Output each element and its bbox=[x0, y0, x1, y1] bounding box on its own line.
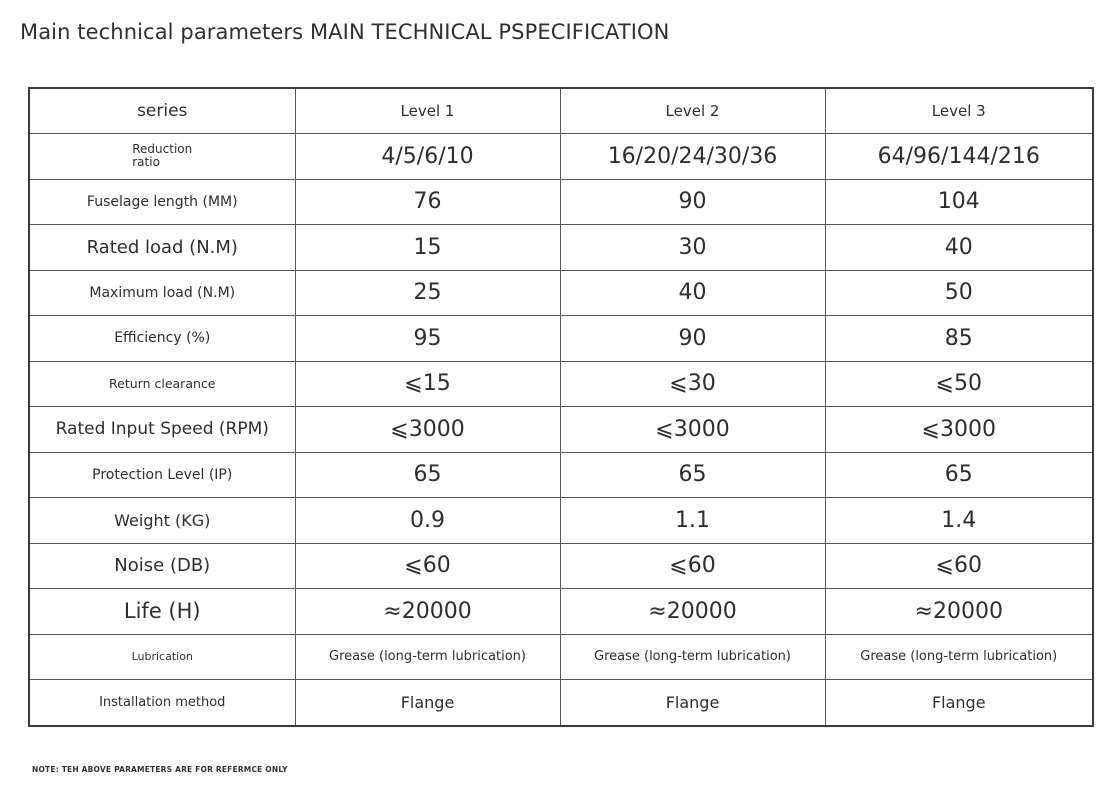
table-row-life bbox=[29, 589, 1093, 635]
cell-value: 40 bbox=[560, 270, 825, 316]
cell-value: ⩽30 bbox=[560, 361, 825, 407]
row-label: Rated load (N.M) bbox=[29, 225, 295, 271]
cell-value: ⩽50 bbox=[825, 361, 1093, 407]
footnote: NOTE: TEH ABOVE PARAMETERS ARE FOR REFERMCE ONLY bbox=[32, 765, 288, 774]
cell-value: 90 bbox=[560, 179, 825, 225]
table-row-return-clearance bbox=[29, 361, 1093, 407]
row-label: Life (H) bbox=[29, 589, 295, 635]
cell-value: ≈20000 bbox=[295, 589, 560, 635]
table-row-rated-load bbox=[29, 225, 1093, 271]
cell-value: 16/20/24/30/36 bbox=[560, 134, 825, 180]
label-line-2: ratio bbox=[132, 154, 160, 169]
cell-value: 1.4 bbox=[825, 498, 1093, 544]
level-1-header: Level 1 bbox=[295, 88, 560, 134]
cell-value: Flange bbox=[560, 680, 825, 726]
cell-value: ⩽60 bbox=[825, 543, 1093, 589]
cell-value: ≈20000 bbox=[560, 589, 825, 635]
table-header-row bbox=[29, 88, 1093, 134]
row-label: Weight (KG) bbox=[29, 498, 295, 544]
cell-value: ⩽3000 bbox=[560, 407, 825, 453]
reduction-ratio-label bbox=[132, 143, 192, 169]
cell-value: Grease (long-term lubrication) bbox=[825, 634, 1093, 680]
table-row-rated-input-speed bbox=[29, 407, 1093, 453]
cell-value: ⩽3000 bbox=[825, 407, 1093, 453]
series-header: series bbox=[29, 88, 295, 134]
cell-value: 25 bbox=[295, 270, 560, 316]
row-label: Return clearance bbox=[29, 361, 295, 407]
cell-value: 4/5/6/10 bbox=[295, 134, 560, 180]
cell-value: Flange bbox=[825, 680, 1093, 726]
level-3-header: Level 3 bbox=[825, 88, 1093, 134]
table-row-fuselage-length bbox=[29, 179, 1093, 225]
row-label bbox=[29, 134, 295, 180]
label-line-1: Reduction bbox=[132, 141, 193, 156]
cell-value: 64/96/144/216 bbox=[825, 134, 1093, 180]
cell-value: 0.9 bbox=[295, 498, 560, 544]
row-label: Protection Level (IP) bbox=[29, 452, 295, 498]
cell-value: 90 bbox=[560, 316, 825, 362]
level-2-header: Level 2 bbox=[560, 88, 825, 134]
table-row-reduction-ratio bbox=[29, 134, 1093, 180]
row-label: Rated Input Speed (RPM) bbox=[29, 407, 295, 453]
cell-value: 104 bbox=[825, 179, 1093, 225]
cell-value: 1.1 bbox=[560, 498, 825, 544]
cell-value: ⩽3000 bbox=[295, 407, 560, 453]
cell-value: Grease (long-term lubrication) bbox=[295, 634, 560, 680]
cell-value: 30 bbox=[560, 225, 825, 271]
row-label: Lubrication bbox=[29, 634, 295, 680]
table-row-lubrication bbox=[29, 634, 1093, 680]
cell-value: Flange bbox=[295, 680, 560, 726]
cell-value: 65 bbox=[560, 452, 825, 498]
cell-value: 65 bbox=[295, 452, 560, 498]
row-label: Installation method bbox=[29, 680, 295, 726]
row-label: Fuselage length (MM) bbox=[29, 179, 295, 225]
table-row-maximum-load bbox=[29, 270, 1093, 316]
cell-value: 85 bbox=[825, 316, 1093, 362]
cell-value: 65 bbox=[825, 452, 1093, 498]
cell-value: 95 bbox=[295, 316, 560, 362]
table-row-efficiency bbox=[29, 316, 1093, 362]
row-label: Noise (DB) bbox=[29, 543, 295, 589]
table-row-noise bbox=[29, 543, 1093, 589]
table-row-weight bbox=[29, 498, 1093, 544]
cell-value: 15 bbox=[295, 225, 560, 271]
cell-value: ⩽60 bbox=[560, 543, 825, 589]
spec-table bbox=[28, 87, 1094, 727]
cell-value: 76 bbox=[295, 179, 560, 225]
cell-value: ⩽15 bbox=[295, 361, 560, 407]
page-title: Main technical parameters MAIN TECHNICAL PSPECIFICATION bbox=[20, 20, 670, 44]
table-row-installation-method bbox=[29, 680, 1093, 726]
cell-value: 50 bbox=[825, 270, 1093, 316]
cell-value: ≈20000 bbox=[825, 589, 1093, 635]
cell-value: ⩽60 bbox=[295, 543, 560, 589]
row-label: Efficiency (%) bbox=[29, 316, 295, 362]
cell-value: Grease (long-term lubrication) bbox=[560, 634, 825, 680]
row-label: Maximum load (N.M) bbox=[29, 270, 295, 316]
table-row-protection-level bbox=[29, 452, 1093, 498]
cell-value: 40 bbox=[825, 225, 1093, 271]
